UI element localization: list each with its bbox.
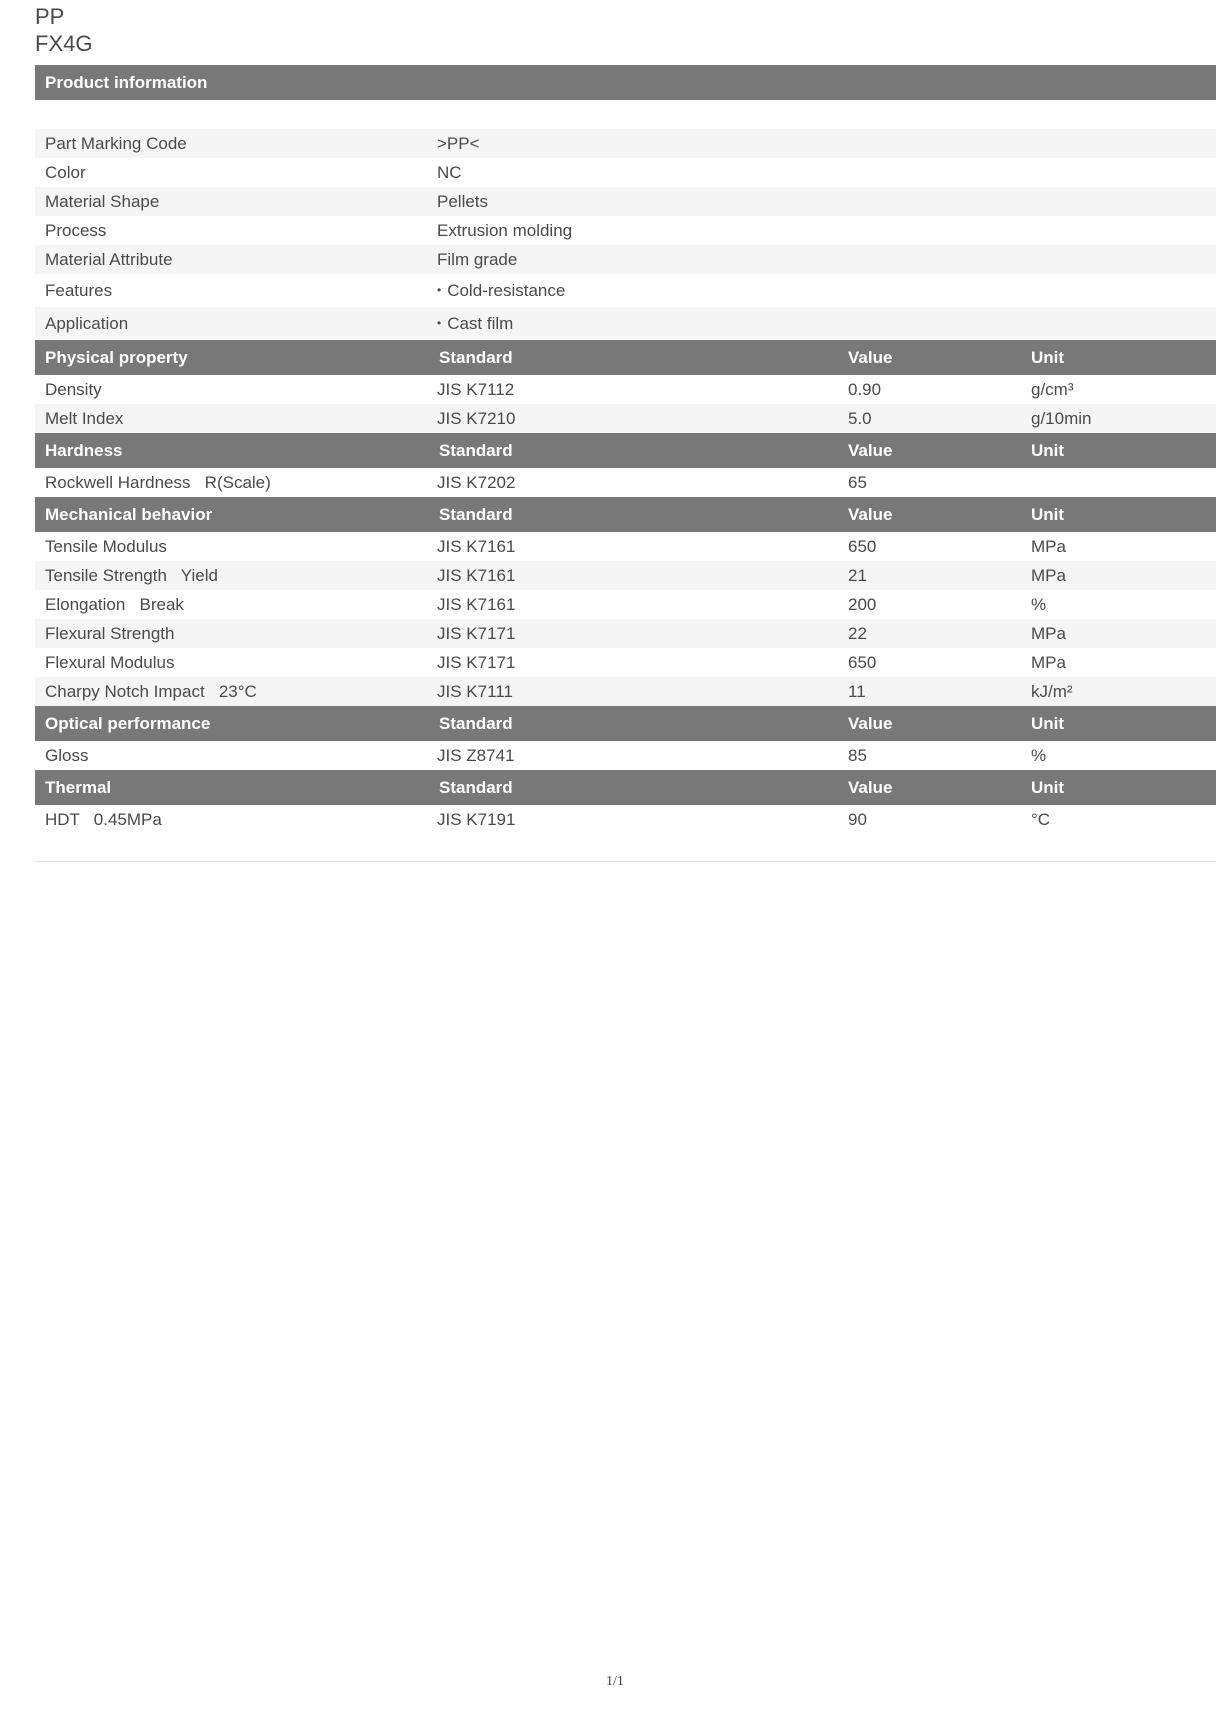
thermal-header bbox=[35, 770, 1216, 805]
property-unit: MPa bbox=[1031, 652, 1066, 672]
section-heading: Optical performance bbox=[45, 713, 211, 733]
property-value: 5.0 bbox=[848, 408, 872, 428]
unit-column-header: Unit bbox=[1031, 777, 1065, 797]
page-number: 1/1 bbox=[606, 1674, 624, 1689]
info-value-list bbox=[437, 314, 1216, 334]
property-unit: % bbox=[1031, 594, 1047, 614]
info-label: Color bbox=[45, 162, 86, 182]
table-row bbox=[35, 805, 1216, 834]
property-name: Density bbox=[45, 379, 102, 399]
property-unit: g/10min bbox=[1031, 408, 1092, 428]
table-row bbox=[35, 468, 1216, 497]
property-value: 21 bbox=[848, 565, 867, 585]
info-row bbox=[35, 187, 1216, 216]
property-standard: JIS K7171 bbox=[437, 652, 516, 672]
property-value: 22 bbox=[848, 623, 867, 643]
material-type: PP bbox=[35, 4, 65, 29]
property-name: Flexural Strength bbox=[45, 623, 175, 643]
property-standard: JIS K7191 bbox=[437, 809, 516, 829]
info-value: >PP< bbox=[437, 133, 480, 153]
property-name: Elongation Break bbox=[45, 594, 184, 614]
table-row bbox=[35, 648, 1216, 677]
unit-column-header: Unit bbox=[1031, 440, 1065, 460]
application-item: • Cast film bbox=[437, 314, 513, 333]
mechanical-behavior-header bbox=[35, 497, 1216, 532]
value-column-header: Value bbox=[848, 347, 893, 367]
info-row bbox=[35, 158, 1216, 187]
property-unit: MPa bbox=[1031, 623, 1066, 643]
info-label: Application bbox=[45, 313, 129, 333]
feature-item: • Cold-resistance bbox=[437, 281, 565, 300]
standard-column-header: Standard bbox=[439, 777, 513, 797]
table-row bbox=[35, 561, 1216, 590]
property-value: 90 bbox=[848, 809, 867, 829]
property-unit: % bbox=[1031, 745, 1047, 765]
property-name: HDT 0.45MPa bbox=[45, 809, 162, 829]
property-value: 11 bbox=[848, 681, 866, 701]
info-row bbox=[35, 274, 1216, 307]
info-row bbox=[35, 245, 1216, 274]
info-value: Film grade bbox=[437, 249, 518, 269]
property-standard: JIS K7161 bbox=[437, 565, 516, 585]
table-row bbox=[35, 375, 1216, 404]
product-information-heading: Product information bbox=[45, 72, 208, 92]
property-unit: MPa bbox=[1031, 536, 1066, 556]
property-standard: JIS K7111 bbox=[437, 681, 513, 701]
value-column-header: Value bbox=[848, 777, 893, 797]
info-value: NC bbox=[437, 162, 462, 182]
property-name: Tensile Modulus bbox=[45, 536, 167, 556]
unit-column-header: Unit bbox=[1031, 347, 1065, 367]
property-standard: JIS K7210 bbox=[437, 408, 516, 428]
standard-column-header: Standard bbox=[439, 440, 513, 460]
property-name: Tensile Strength Yield bbox=[45, 565, 218, 585]
standard-column-header: Standard bbox=[439, 504, 513, 524]
info-value: Extrusion molding bbox=[437, 220, 573, 240]
grade-name: FX4G bbox=[35, 31, 93, 56]
property-value: 0.90 bbox=[848, 379, 882, 399]
property-standard: JIS K7161 bbox=[437, 594, 516, 614]
info-label: Material Shape bbox=[45, 191, 160, 211]
value-column-header: Value bbox=[848, 713, 893, 733]
table-row bbox=[35, 532, 1216, 561]
product-information-table bbox=[35, 129, 1216, 340]
property-unit: MPa bbox=[1031, 565, 1066, 585]
unit-column-header: Unit bbox=[1031, 504, 1065, 524]
table-row bbox=[35, 404, 1216, 433]
section-heading: Thermal bbox=[45, 777, 112, 797]
info-label: Material Attribute bbox=[45, 249, 173, 269]
section-heading: Physical property bbox=[45, 347, 188, 367]
info-label: Features bbox=[45, 280, 113, 300]
property-name: Melt Index bbox=[45, 408, 124, 428]
standard-column-header: Standard bbox=[439, 713, 513, 733]
physical-property-header bbox=[35, 340, 1216, 375]
spacer bbox=[35, 100, 1216, 129]
property-unit: °C bbox=[1031, 809, 1051, 829]
title-block bbox=[35, 0, 1216, 65]
property-standard: JIS K7112 bbox=[437, 379, 515, 399]
table-row bbox=[35, 677, 1216, 706]
info-value: Pellets bbox=[437, 191, 489, 211]
info-value-list bbox=[437, 281, 1216, 301]
info-row bbox=[35, 129, 1216, 158]
table-row bbox=[35, 619, 1216, 648]
bottom-divider bbox=[35, 861, 1216, 862]
property-value: 200 bbox=[848, 594, 877, 614]
product-information-header bbox=[35, 65, 1216, 100]
property-unit: g/cm³ bbox=[1031, 379, 1074, 399]
table-row bbox=[35, 590, 1216, 619]
section-heading: Hardness bbox=[45, 440, 123, 460]
property-name: Flexural Modulus bbox=[45, 652, 175, 672]
property-name: Gloss bbox=[45, 745, 89, 765]
property-standard: JIS K7161 bbox=[437, 536, 516, 556]
value-column-header: Value bbox=[848, 440, 893, 460]
property-value: 650 bbox=[848, 536, 877, 556]
info-row bbox=[35, 307, 1216, 340]
info-row bbox=[35, 216, 1216, 245]
property-standard: JIS K7202 bbox=[437, 472, 516, 492]
hardness-header bbox=[35, 433, 1216, 468]
property-standard: JIS K7171 bbox=[437, 623, 516, 643]
value-column-header: Value bbox=[848, 504, 893, 524]
section-heading: Mechanical behavior bbox=[45, 504, 213, 524]
datasheet bbox=[35, 0, 1216, 862]
property-value: 650 bbox=[848, 652, 877, 672]
property-name: Charpy Notch Impact 23°C bbox=[45, 681, 257, 701]
property-unit: kJ/m² bbox=[1031, 681, 1073, 701]
property-name: Rockwell Hardness R(Scale) bbox=[45, 472, 271, 492]
property-value: 65 bbox=[848, 472, 867, 492]
property-standard: JIS Z8741 bbox=[437, 745, 515, 765]
table-row bbox=[35, 741, 1216, 770]
info-label: Part Marking Code bbox=[45, 133, 187, 153]
unit-column-header: Unit bbox=[1031, 713, 1065, 733]
standard-column-header: Standard bbox=[439, 347, 513, 367]
info-label: Process bbox=[45, 220, 107, 240]
optical-performance-header bbox=[35, 706, 1216, 741]
property-value: 85 bbox=[848, 745, 867, 765]
